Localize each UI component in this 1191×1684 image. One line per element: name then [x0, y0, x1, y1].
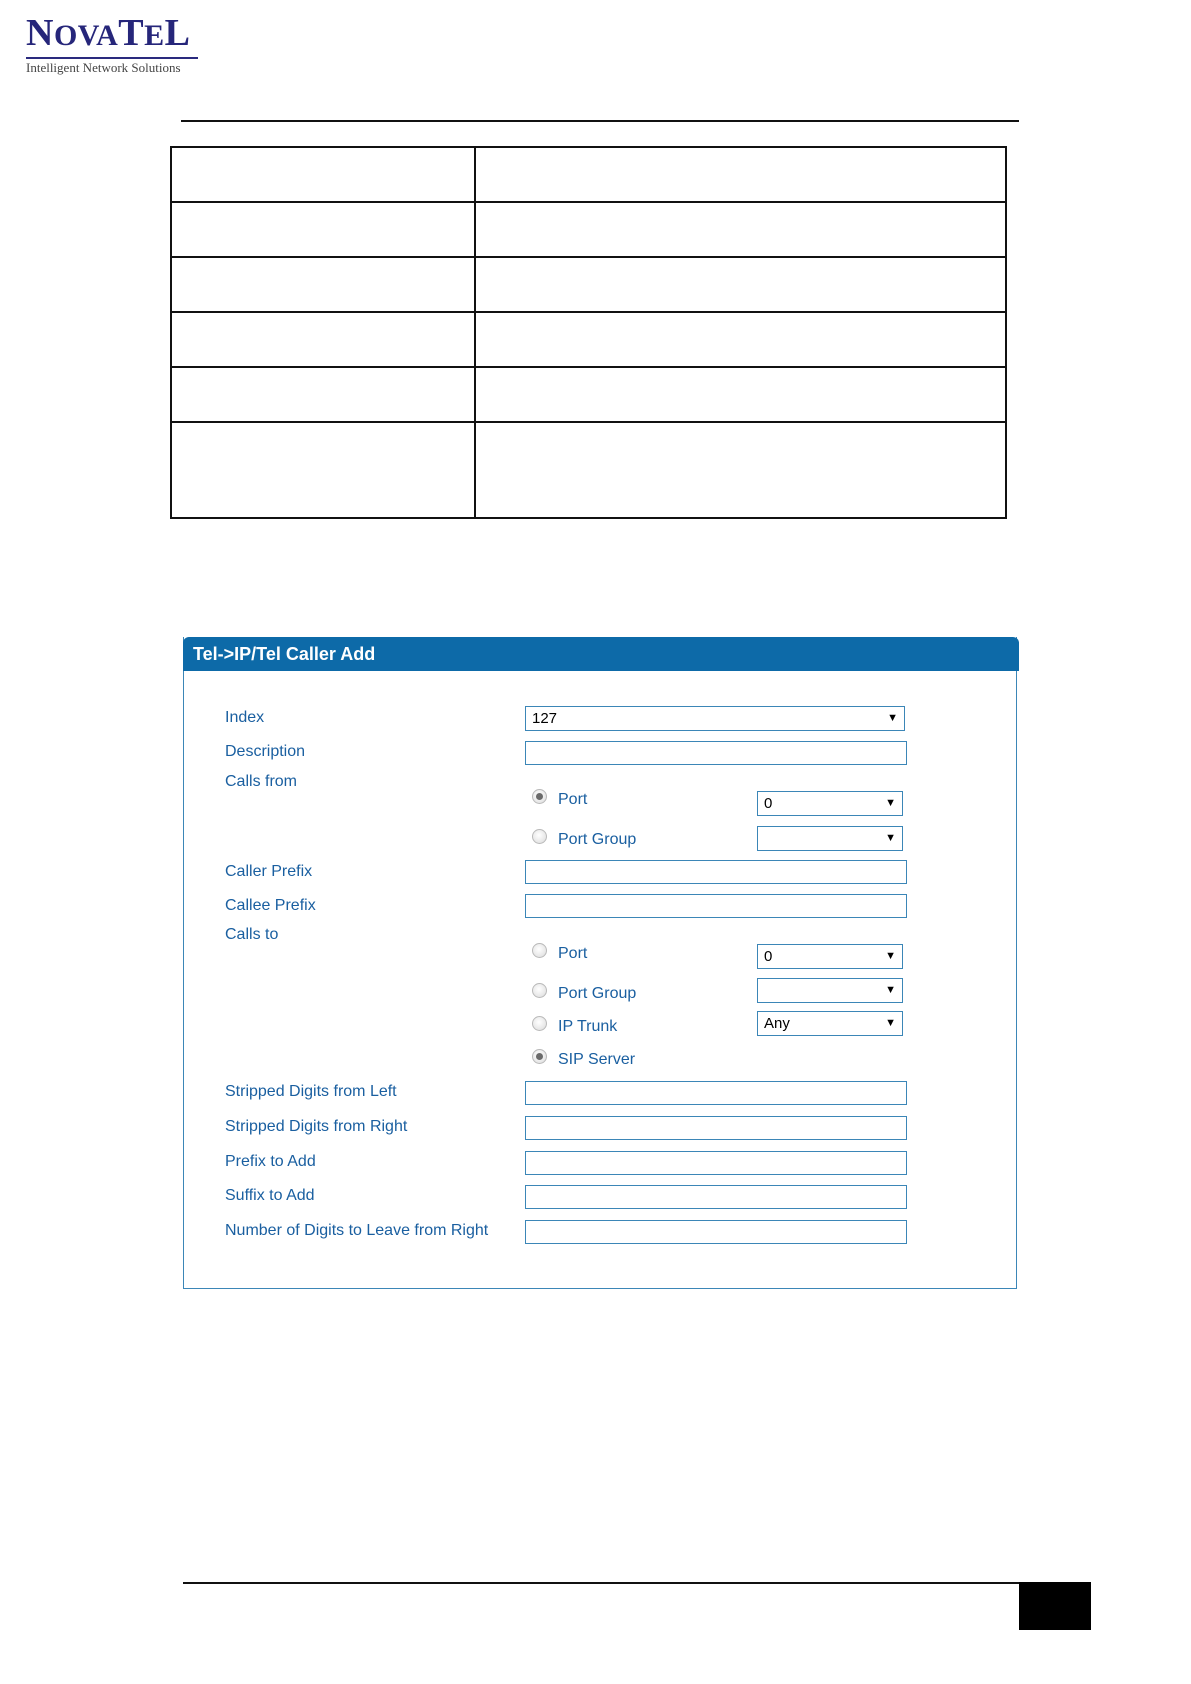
description-input[interactable] [525, 741, 907, 765]
leave-right-input[interactable] [525, 1220, 907, 1244]
table-cell [475, 422, 1006, 518]
header-rule [181, 120, 1019, 122]
chevron-down-icon: ▼ [885, 950, 896, 962]
logo-wordmark: NOVATEL [26, 12, 191, 54]
prefix-add-input[interactable] [525, 1151, 907, 1175]
chevron-down-icon: ▼ [887, 712, 898, 724]
calls-to-sip-server-radio[interactable] [532, 1049, 547, 1064]
table-cell [171, 202, 475, 257]
callee-prefix-label: Callee Prefix [225, 897, 316, 914]
table-cell [171, 422, 475, 518]
chevron-down-icon: ▼ [885, 984, 896, 996]
stripped-right-label: Stripped Digits from Right [225, 1118, 408, 1135]
chevron-down-icon: ▼ [885, 1017, 896, 1029]
calls-to-ip-trunk-label: IP Trunk [558, 1018, 618, 1035]
index-select-value: 127 [532, 710, 558, 727]
index-select[interactable] [525, 706, 905, 731]
calls-to-port-group-radio[interactable] [532, 983, 547, 998]
table-cell [171, 147, 475, 202]
suffix-add-label: Suffix to Add [225, 1187, 315, 1204]
table-row [171, 422, 1006, 518]
calls-to-label: Calls to [225, 926, 279, 943]
calls-to-ip-trunk-value: Any [764, 1015, 790, 1032]
chevron-down-icon: ▼ [885, 797, 896, 809]
table-cell [475, 147, 1006, 202]
calls-to-ip-trunk-radio[interactable] [532, 1016, 547, 1031]
calls-to-sip-server-label: SIP Server [558, 1051, 636, 1068]
calls-to-port-label: Port [558, 945, 588, 962]
table-row [171, 367, 1006, 422]
table-cell [171, 312, 475, 367]
calls-to-port-radio[interactable] [532, 943, 547, 958]
callee-prefix-input[interactable] [525, 894, 907, 918]
calls-to-port-group-select[interactable] [757, 978, 903, 1003]
caller-prefix-input[interactable] [525, 860, 907, 884]
table-row [171, 312, 1006, 367]
calls-to-port-group-label: Port Group [558, 985, 637, 1002]
calls-from-port-select[interactable] [757, 791, 903, 816]
calls-to-port-select[interactable] [757, 944, 903, 969]
calls-from-port-value: 0 [764, 795, 773, 812]
table-cell [475, 202, 1006, 257]
logo-underline [26, 57, 198, 59]
page-number-box [1019, 1582, 1091, 1630]
calls-from-port-group-label: Port Group [558, 831, 637, 848]
description-label: Description [225, 743, 306, 760]
caller-prefix-label: Caller Prefix [225, 863, 313, 880]
index-label: Index [225, 709, 265, 726]
calls-to-ip-trunk-select[interactable] [757, 1011, 903, 1036]
table-cell [171, 367, 475, 422]
footer-rule [183, 1582, 1019, 1584]
calls-from-port-label: Port [558, 791, 588, 808]
calls-from-port-group-radio[interactable] [532, 829, 547, 844]
prefix-add-label: Prefix to Add [225, 1153, 316, 1170]
calls-from-port-group-select[interactable] [757, 826, 903, 851]
table-cell [475, 257, 1006, 312]
table-row [171, 202, 1006, 257]
calls-to-port-value: 0 [764, 948, 773, 965]
logo-tagline: Intelligent Network Solutions [26, 60, 181, 75]
table-row [171, 257, 1006, 312]
leave-right-label: Number of Digits to Leave from Right [225, 1222, 489, 1239]
caller-add-panel [183, 637, 1017, 1289]
calls-from-port-radio[interactable] [532, 789, 547, 804]
suffix-add-input[interactable] [525, 1185, 907, 1209]
parameter-table [170, 146, 1007, 519]
table-cell [475, 367, 1006, 422]
stripped-left-input[interactable] [525, 1081, 907, 1105]
stripped-left-label: Stripped Digits from Left [225, 1083, 397, 1100]
panel-title: Tel->IP/Tel Caller Add [183, 637, 1019, 671]
table-row [171, 147, 1006, 202]
stripped-right-input[interactable] [525, 1116, 907, 1140]
calls-from-label: Calls from [225, 773, 298, 790]
table-cell [171, 257, 475, 312]
novatel-logo [26, 14, 206, 76]
table-cell [475, 312, 1006, 367]
chevron-down-icon: ▼ [885, 832, 896, 844]
